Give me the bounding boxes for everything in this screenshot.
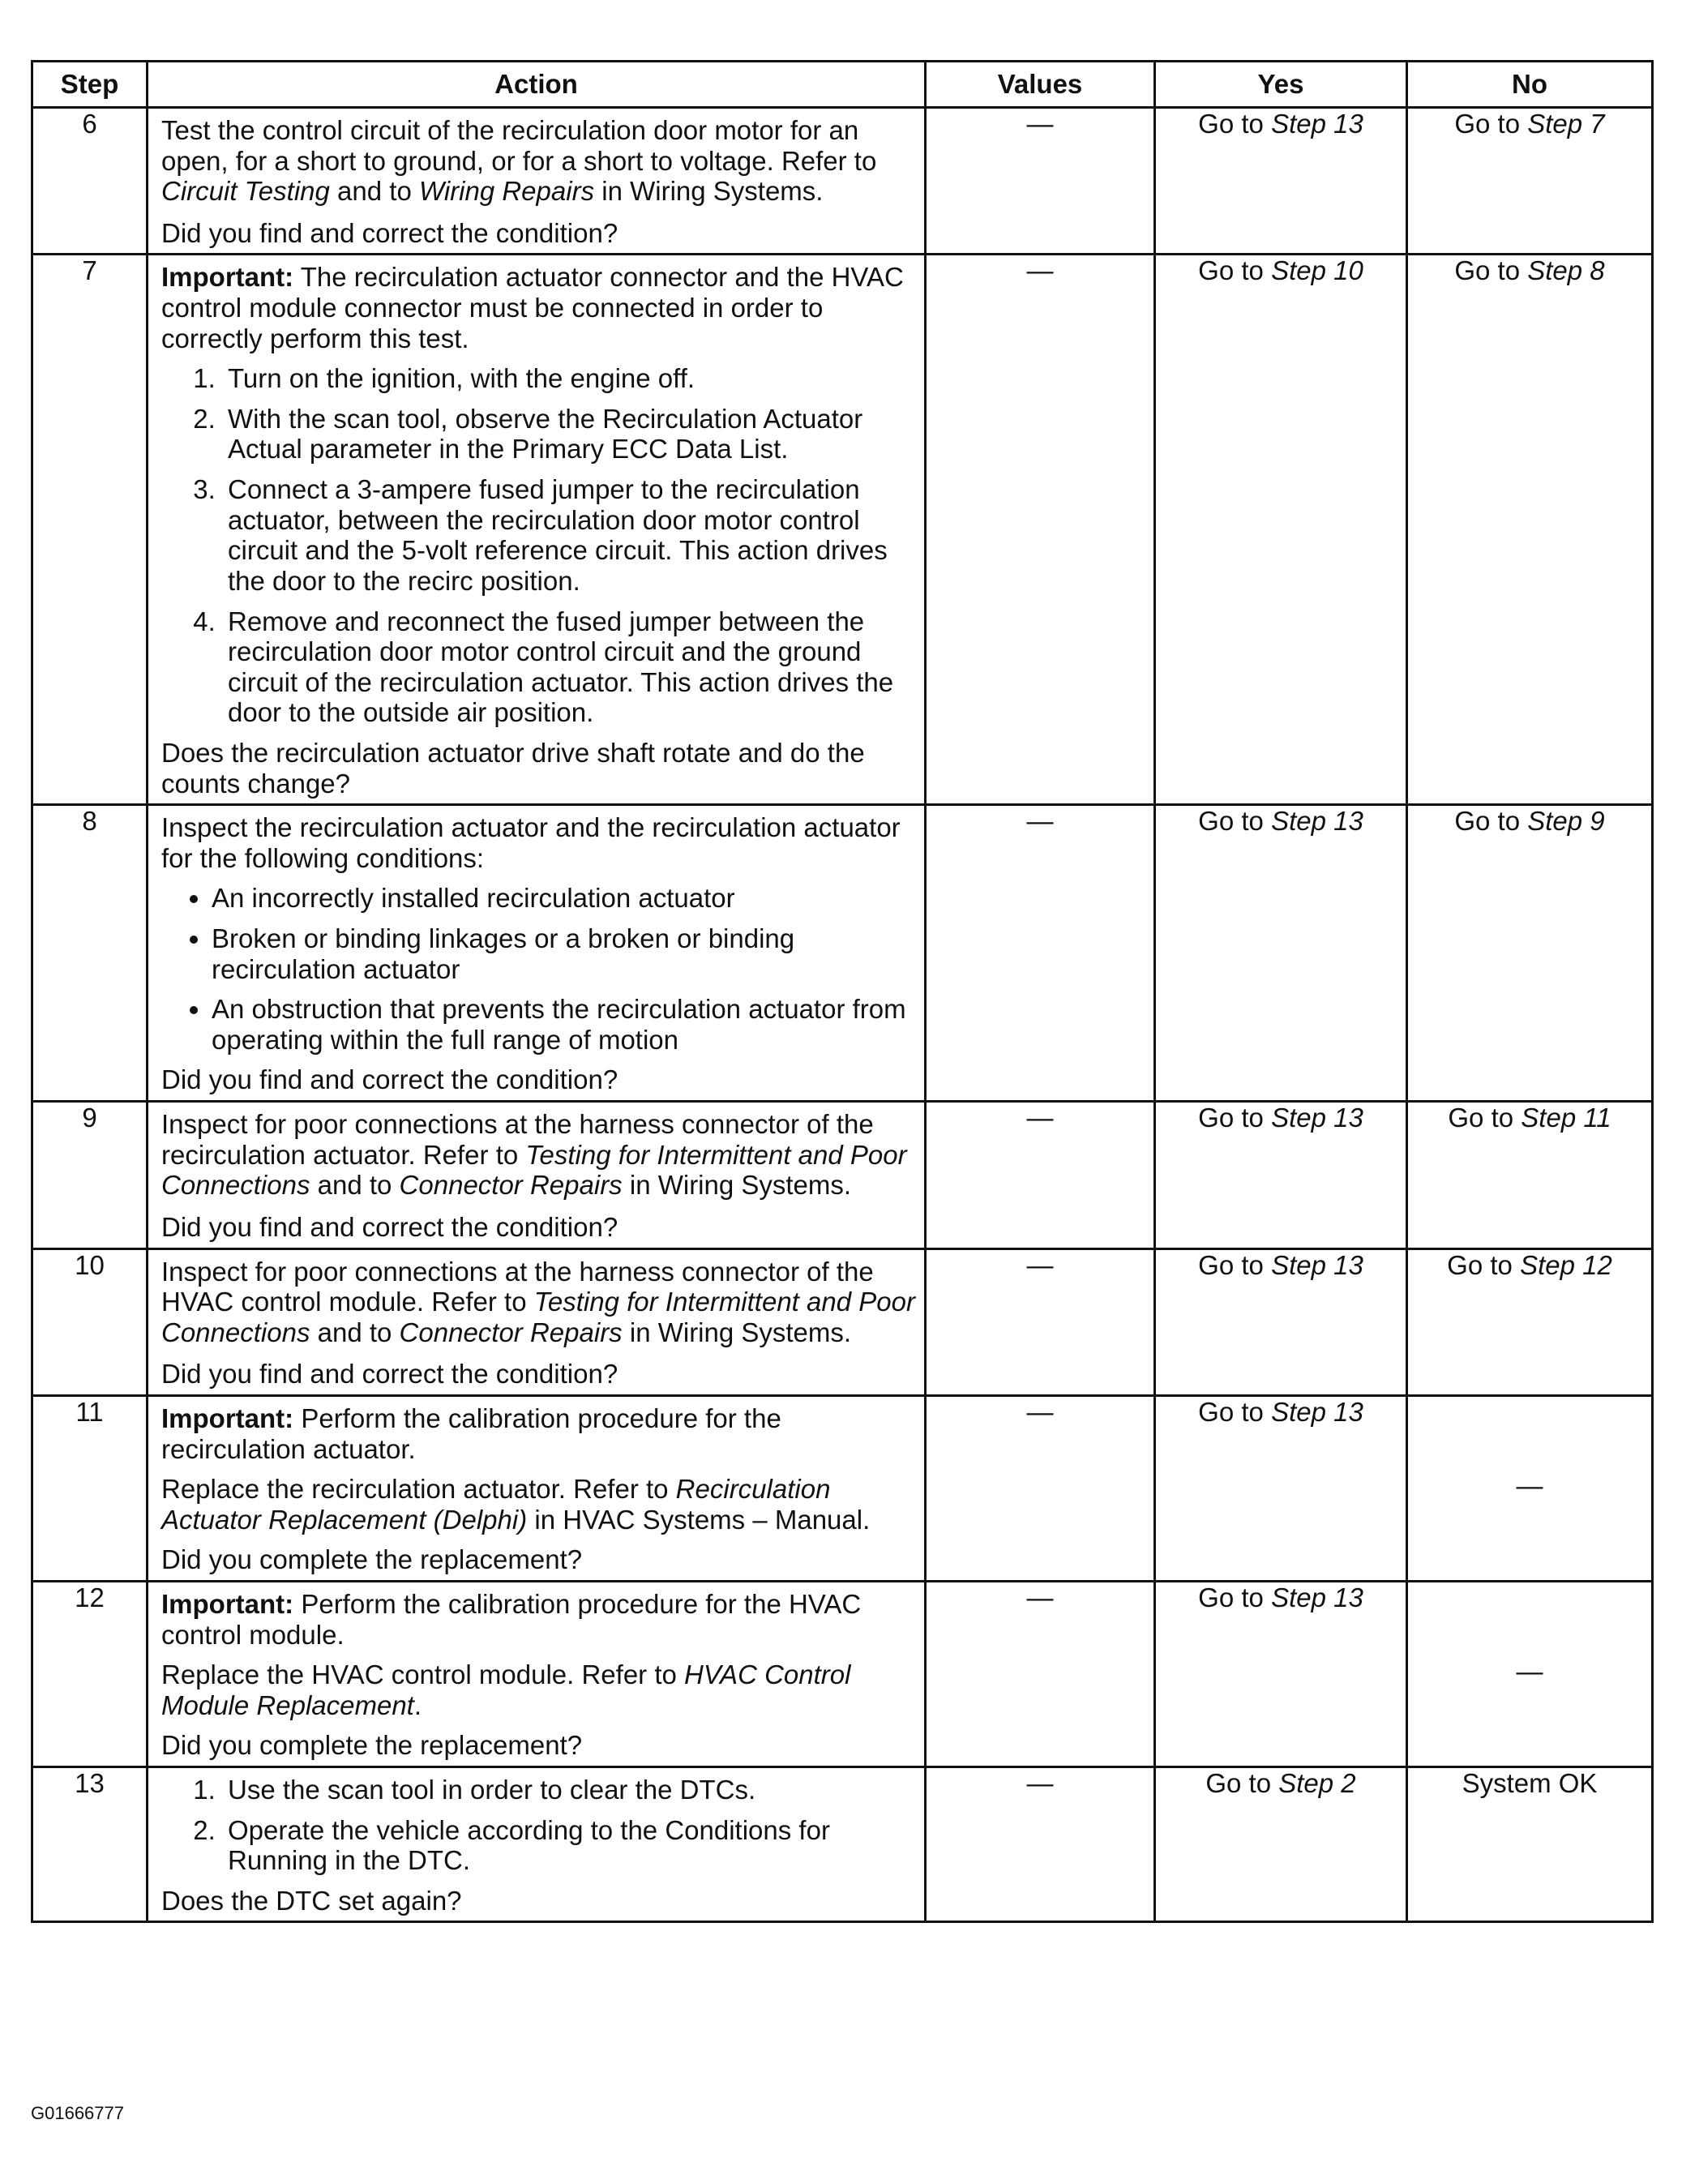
step-number: 6 — [32, 108, 148, 255]
question-text: Did you find and correct the condition? — [161, 1064, 618, 1095]
values-cell: — — [926, 1395, 1155, 1581]
yes-cell: Go to Step 2 — [1155, 1767, 1407, 1922]
values-cell: — — [926, 108, 1155, 255]
header-no: No — [1407, 62, 1653, 108]
procedure-step: 1. Use the scan tool in order to clear the DTCs. — [223, 1775, 916, 1805]
yes-cell: Go to Step 10 — [1155, 255, 1407, 805]
yes-cell: Go to Step 13 — [1155, 805, 1407, 1102]
diagnostic-table — [31, 60, 1654, 1923]
table-row — [32, 805, 1653, 1102]
yes-cell: Go to Step 13 — [1155, 1102, 1407, 1248]
condition-item: • Broken or binding linkages or a broken or binding recirculation actuator — [212, 923, 916, 984]
action-cell — [148, 1395, 926, 1581]
important-note: Important: Perform the calibration procedure for the HVAC control module. — [161, 1588, 862, 1650]
important-note: Important: Perform the calibration procedure for the recirculation actuator. — [161, 1402, 781, 1464]
question-text: Did you find and correct the condition? — [161, 1359, 618, 1390]
step-number: 12 — [32, 1581, 148, 1766]
table-row — [32, 108, 1653, 255]
action-text: Replace the recirculation actuator. Refer to Recirculation Actuator Replacement (Delphi) in HVAC Systems – Manual. — [161, 1474, 871, 1535]
no-cell: Go to Step 12 — [1407, 1248, 1653, 1395]
action-cell — [148, 805, 926, 1102]
no-cell: Go to Step 9 — [1407, 805, 1653, 1102]
action-cell — [148, 1102, 926, 1248]
step-number: 13 — [32, 1767, 148, 1922]
header-values: Values — [926, 62, 1155, 108]
yes-cell: Go to Step 13 — [1155, 1581, 1407, 1766]
header-yes: Yes — [1155, 62, 1407, 108]
question-text: Did you find and correct the condition? — [161, 1211, 618, 1242]
procedure-step: 4. Remove and reconnect the fused jumper between the recirculation door motor control circuit and the ground circuit of the recirculation actuator. This action drives the door to the outside air position. — [223, 606, 916, 728]
values-cell: — — [926, 1248, 1155, 1395]
values-cell: — — [926, 1767, 1155, 1922]
figure-id: G01666777 — [31, 2103, 124, 2123]
step-number: 10 — [32, 1248, 148, 1395]
step-number: 8 — [32, 805, 148, 1102]
step-number: 11 — [32, 1395, 148, 1581]
no-cell: — — [1407, 1581, 1653, 1766]
condition-item: • An obstruction that prevents the recirculation actuator from operating within the full range of motion — [212, 994, 916, 1055]
procedure-step: 2. Operate the vehicle according to the Conditions for Running in the DTC. — [223, 1815, 916, 1876]
question-text: Did you complete the replacement? — [161, 1544, 583, 1575]
table-row — [32, 255, 1653, 805]
table-row — [32, 1248, 1653, 1395]
header-row — [32, 62, 1653, 108]
no-cell: — — [1407, 1395, 1653, 1581]
no-cell: Go to Step 7 — [1407, 108, 1653, 255]
action-text: Replace the HVAC control module. Refer to HVAC Control Module Replacement. — [161, 1659, 851, 1720]
no-cell: Go to Step 8 — [1407, 255, 1653, 805]
question-text: Did you complete the replacement? — [161, 1730, 583, 1761]
procedure-steps — [161, 363, 916, 728]
step-number: 7 — [32, 255, 148, 805]
action-text: Test the control circuit of the recirculation door motor for an open, for a short to ground, or for a short to voltage. Refer to Circuit Testing and to Wiring Repairs in Wiring Systems. — [161, 115, 877, 207]
action-cell — [148, 255, 926, 805]
action-cell — [148, 1767, 926, 1922]
table-row — [32, 1767, 1653, 1922]
important-note: Important: The recirculation actuator connector and the HVAC control module connector must be connected in order to correctly perform this test. — [161, 262, 904, 353]
yes-cell: Go to Step 13 — [1155, 108, 1407, 255]
question-text: Does the recirculation actuator drive shaft rotate and do the counts change? — [161, 737, 865, 799]
no-cell: System OK — [1407, 1767, 1653, 1922]
action-text: Inspect for poor connections at the harness connector of the HVAC control module. Refer to Testing for Intermittent and Poor Connections and to Connector Repairs in Wiring Systems. — [161, 1256, 915, 1347]
procedure-steps — [161, 1775, 916, 1876]
header-step: Step — [32, 62, 148, 108]
table-row — [32, 1102, 1653, 1248]
question-text: Does the DTC set again? — [161, 1885, 462, 1916]
question-text: Did you find and correct the condition? — [161, 217, 618, 248]
values-cell: — — [926, 805, 1155, 1102]
action-cell — [148, 108, 926, 255]
condition-item: • An incorrectly installed recirculation actuator — [212, 883, 916, 914]
action-text: Inspect the recirculation actuator and the recirculation actuator for the following conditions: — [161, 812, 901, 873]
values-cell: — — [926, 1102, 1155, 1248]
condition-list — [161, 883, 916, 1055]
yes-cell: Go to Step 13 — [1155, 1395, 1407, 1581]
step-number: 9 — [32, 1102, 148, 1248]
table-row — [32, 1581, 1653, 1766]
values-cell: — — [926, 255, 1155, 805]
procedure-step: 3. Connect a 3-ampere fused jumper to the recirculation actuator, between the recirculation door motor control circuit and the 5-volt reference circuit. This action drives the door to the recirc position. — [223, 474, 916, 596]
procedure-step: 1. Turn on the ignition, with the engine off. — [223, 363, 916, 394]
table-row — [32, 1395, 1653, 1581]
no-cell: Go to Step 11 — [1407, 1102, 1653, 1248]
yes-cell: Go to Step 13 — [1155, 1248, 1407, 1395]
action-cell — [148, 1581, 926, 1766]
values-cell: — — [926, 1581, 1155, 1766]
action-text: Inspect for poor connections at the harness connector of the recirculation actuator. Refer to Testing for Intermittent and Poor Connections and to Connector Repairs in Wiring Systems. — [161, 1109, 907, 1201]
action-cell — [148, 1248, 926, 1395]
procedure-step: 2. With the scan tool, observe the Recirculation Actuator Actual parameter in the Primary ECC Data List. — [223, 404, 916, 465]
header-action: Action — [148, 62, 926, 108]
